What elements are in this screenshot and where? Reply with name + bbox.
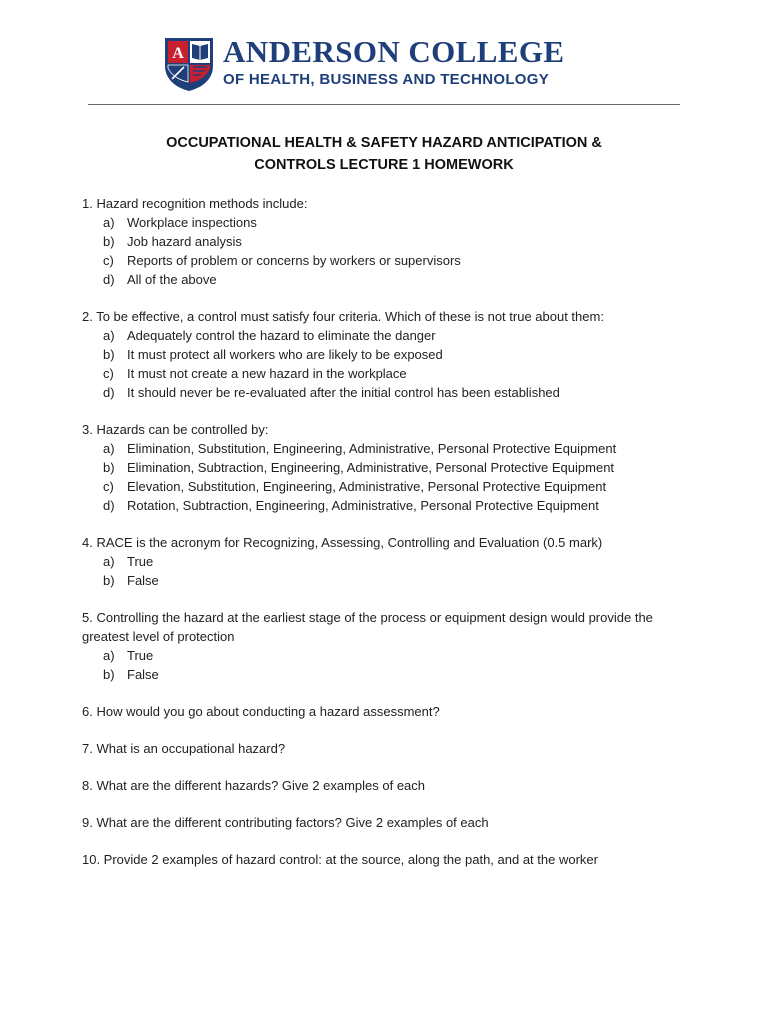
option-letter: a): [103, 441, 115, 456]
college-shield-logo: [163, 36, 215, 92]
question-6: [82, 702, 682, 721]
option-text: Elimination, Substitution, Engineering, Administrative, Personal Protective Equipment: [127, 441, 617, 456]
answer-options: [82, 213, 682, 289]
option-letter: d): [103, 272, 115, 287]
question-4: [82, 533, 682, 590]
question-2: [82, 307, 682, 402]
option-text: Job hazard analysis: [127, 234, 242, 249]
logo-letter: A: [172, 45, 184, 62]
option-text: False: [127, 573, 159, 588]
question-text: 4. RACE is the acronym for Recognizing, Assessing, Controlling and Evaluation (0.5 mark): [82, 535, 603, 550]
option-letter: a): [103, 648, 115, 663]
college-header: [163, 36, 564, 92]
question-5: [82, 608, 682, 684]
answer-options: [82, 439, 682, 515]
question-text: 1. Hazard recognition methods include:: [82, 196, 308, 211]
answer-option: [82, 571, 682, 590]
answer-option: [82, 552, 682, 571]
option-letter: b): [103, 667, 115, 682]
question-10: [82, 850, 682, 869]
question-list: [82, 194, 682, 887]
answer-options: [82, 326, 682, 402]
answer-option: [82, 665, 682, 684]
answer-option: [82, 496, 682, 515]
header-divider: [88, 104, 680, 105]
answer-options: [82, 552, 682, 590]
option-text: Rotation, Subtraction, Engineering, Administrative, Personal Protective Equipment: [127, 498, 599, 513]
option-letter: c): [103, 253, 114, 268]
college-name: ANDERSON COLLEGE: [223, 34, 565, 69]
option-letter: a): [103, 215, 115, 230]
answer-option: [82, 383, 682, 402]
answer-option: [82, 326, 682, 345]
answer-option: [82, 646, 682, 665]
answer-option: [82, 270, 682, 289]
option-letter: b): [103, 573, 115, 588]
question-text: 5. Controlling the hazard at the earliest stage of the process or equipment design would provide the greatest level of protection: [82, 610, 653, 644]
answer-options: [82, 646, 682, 684]
option-letter: b): [103, 234, 115, 249]
option-letter: d): [103, 385, 115, 400]
question-9: [82, 813, 682, 832]
title-line-1: OCCUPATIONAL HEALTH & SAFETY HAZARD ANTICIPATION &: [166, 135, 602, 151]
question-text: 10. Provide 2 examples of hazard control: at the source, along the path, and at the worker: [82, 852, 598, 867]
answer-option: [82, 458, 682, 477]
option-letter: c): [103, 479, 114, 494]
question-3: [82, 420, 682, 515]
question-8: [82, 776, 682, 795]
question-text: 9. What are the different contributing factors? Give 2 examples of each: [82, 815, 489, 830]
option-text: Workplace inspections: [127, 215, 257, 230]
option-text: Reports of problem or concerns by workers or supervisors: [127, 253, 461, 268]
option-text: It must not create a new hazard in the workplace: [127, 366, 407, 381]
option-text: All of the above: [127, 272, 217, 287]
option-letter: a): [103, 554, 115, 569]
question-text: 7. What is an occupational hazard?: [82, 741, 286, 756]
option-text: It should never be re-evaluated after the initial control has been established: [127, 385, 560, 400]
option-text: Elevation, Substitution, Engineering, Administrative, Personal Protective Equipment: [127, 479, 607, 494]
option-text: Elimination, Subtraction, Engineering, Administrative, Personal Protective Equipment: [127, 460, 615, 475]
question-text: 2. To be effective, a control must satisfy four criteria. Which of these is not true about them:: [82, 309, 604, 324]
option-text: True: [127, 648, 154, 663]
option-letter: a): [103, 328, 115, 343]
question-7: [82, 739, 682, 758]
option-text: It must protect all workers who are likely to be exposed: [127, 347, 443, 362]
question-text: 6. How would you go about conducting a hazard assessment?: [82, 704, 440, 719]
answer-option: [82, 251, 682, 270]
option-text: Adequately control the hazard to eliminate the danger: [127, 328, 436, 343]
question-1: [82, 194, 682, 289]
answer-option: [82, 439, 682, 458]
option-letter: c): [103, 366, 114, 381]
document-title: [0, 132, 768, 176]
college-name-block: [223, 36, 564, 88]
option-letter: d): [103, 498, 115, 513]
answer-option: [82, 345, 682, 364]
answer-option: [82, 364, 682, 383]
college-subtitle: OF HEALTH, BUSINESS AND TECHNOLOGY: [223, 71, 550, 88]
question-text: 3. Hazards can be controlled by:: [82, 422, 269, 437]
option-letter: b): [103, 460, 115, 475]
option-letter: b): [103, 347, 115, 362]
answer-option: [82, 213, 682, 232]
answer-option: [82, 232, 682, 251]
option-text: False: [127, 667, 159, 682]
question-text: 8. What are the different hazards? Give 2 examples of each: [82, 778, 426, 793]
title-line-2: CONTROLS LECTURE 1 HOMEWORK: [254, 157, 514, 173]
answer-option: [82, 477, 682, 496]
option-text: True: [127, 554, 154, 569]
